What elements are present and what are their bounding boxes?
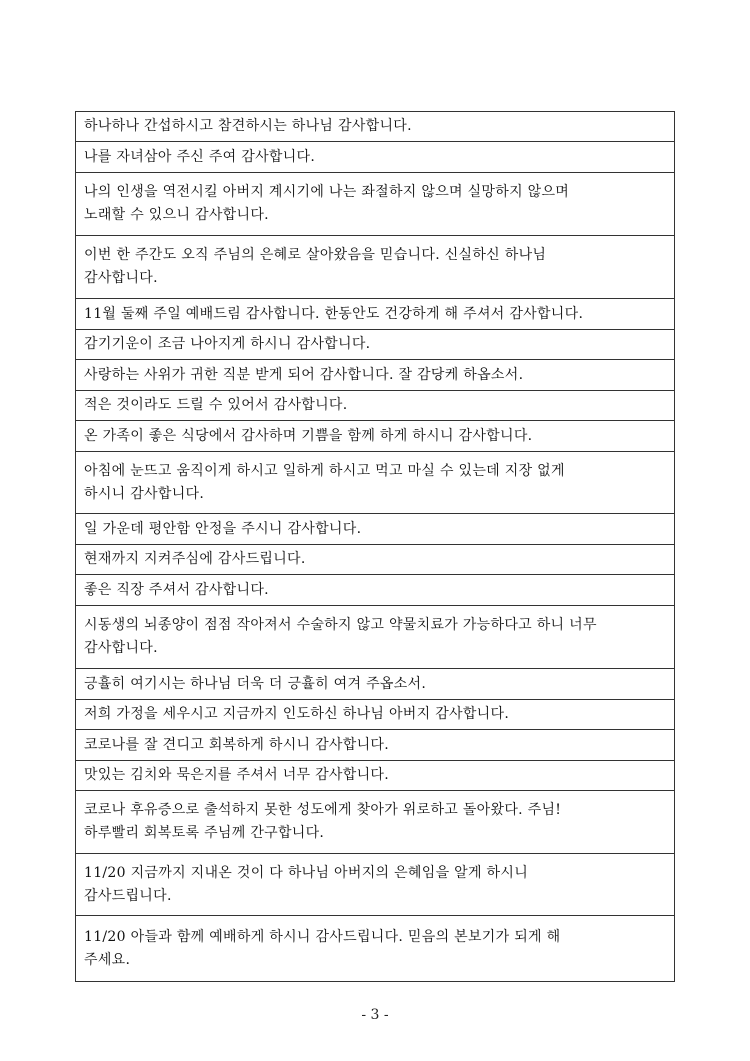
table-cell: 코로나 후유증으로 출석하지 못한 성도에게 찾아가 위로하고 돌아왔다. 주님! 하루빨리 회복토록 주님께 간구합니다. [76, 791, 675, 854]
table-row [76, 575, 675, 606]
table-cell: 적은 것이라도 드릴 수 있어서 감사합니다. [76, 391, 675, 421]
table-row [76, 791, 675, 854]
table-row [76, 700, 675, 730]
table-cell: 감기기운이 조금 나아지게 하시니 감사합니다. [76, 330, 675, 360]
table-row [76, 236, 675, 299]
table-row [76, 299, 675, 330]
table-cell: 아침에 눈뜨고 움직이게 하시고 일하게 하시고 먹고 마실 수 있는데 지장 없게 하시니 감사합니다. [76, 452, 675, 514]
table-cell: 긍휼히 여기시는 하나님 더욱 더 긍휼히 여겨 주옵소서. [76, 669, 675, 700]
table-cell: 온 가족이 좋은 식당에서 감사하며 기쁨을 함께 하게 하시니 감사합니다. [76, 421, 675, 452]
table-cell: 나의 인생을 역전시킬 아버지 계시기에 나는 좌절하지 않으며 실망하지 않으며 노래할 수 있으니 감사합니다. [76, 173, 675, 236]
table-row [76, 545, 675, 575]
table-cell: 11월 둘째 주일 예배드림 감사합니다. 한동안도 건강하게 해 주셔서 감사합니다. [76, 299, 675, 330]
table-cell: 시동생의 뇌종양이 점점 작아져서 수술하지 않고 약물치료가 가능하다고 하니 너무 감사합니다. [76, 606, 675, 669]
table-cell: 맛있는 김치와 묵은지를 주셔서 너무 감사합니다. [76, 761, 675, 791]
table-row [76, 514, 675, 545]
table-cell: 나를 자녀삼아 주신 주여 감사합니다. [76, 142, 675, 173]
table-row [76, 452, 675, 514]
table-cell: 사랑하는 사위가 귀한 직분 받게 되어 감사합니다. 잘 감당케 하옵소서. [76, 360, 675, 391]
table-cell: 코로나를 잘 견디고 회복하게 하시니 감사합니다. [76, 730, 675, 761]
table-row [76, 112, 675, 142]
table-row [76, 142, 675, 173]
table-row [76, 360, 675, 391]
thanksgiving-table [75, 111, 675, 982]
table-row [76, 854, 675, 916]
table-row [76, 761, 675, 791]
table-row [76, 730, 675, 761]
table-cell: 저희 가정을 세우시고 지금까지 인도하신 하나님 아버지 감사합니다. [76, 700, 675, 730]
table-row [76, 916, 675, 982]
table-row [76, 669, 675, 700]
table-cell: 일 가운데 평안함 안정을 주시니 감사합니다. [76, 514, 675, 545]
table-row [76, 391, 675, 421]
table-cell: 11/20 아들과 함께 예배하게 하시니 감사드립니다. 믿음의 본보기가 되게 해 주세요. [76, 916, 675, 982]
table-cell: 하나하나 간섭하시고 참견하시는 하나님 감사합니다. [76, 112, 675, 142]
table-row [76, 421, 675, 452]
page-number: - 3 - [361, 1007, 389, 1023]
table-cell: 좋은 직장 주셔서 감사합니다. [76, 575, 675, 606]
table-row [76, 606, 675, 669]
table-row [76, 330, 675, 360]
table-cell: 현재까지 지켜주심에 감사드립니다. [76, 545, 675, 575]
table-cell: 11/20 지금까지 지내온 것이 다 하나님 아버지의 은혜임을 알게 하시니 감사드립니다. [76, 854, 675, 916]
table-row [76, 173, 675, 236]
table-cell: 이번 한 주간도 오직 주님의 은혜로 살아왔음을 믿습니다. 신실하신 하나님 감사합니다. [76, 236, 675, 299]
